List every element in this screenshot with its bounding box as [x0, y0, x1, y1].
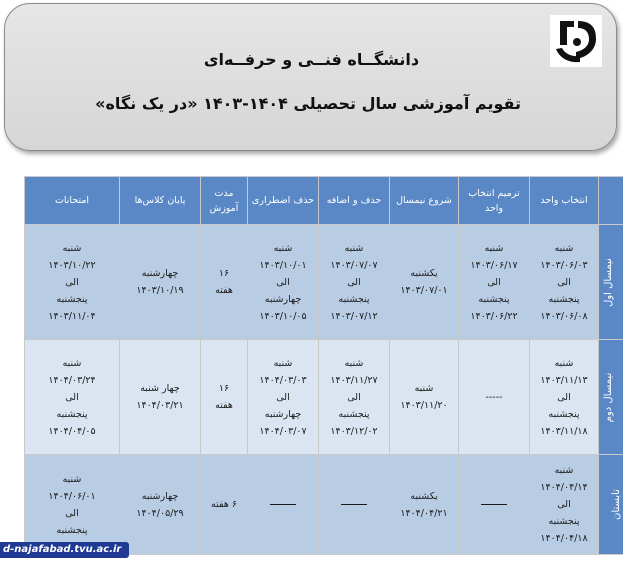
cell-line: ۱۴۰۴/۰۵/۲۹ [136, 507, 184, 519]
table-cell-emergency-drop [248, 225, 319, 340]
cell-line: ۶ هفته [211, 499, 237, 510]
cell-line: ۱۴۰۳/۰۶/۱۷ [470, 259, 518, 271]
table-row [25, 340, 623, 455]
cell-line: چهارشنبه [141, 268, 179, 279]
cell-line: ۱۴۰۳/۱۱/۲۷ [330, 374, 378, 386]
cell-line: پنجشنبه [548, 408, 580, 420]
cell-line: شنبه [554, 465, 574, 476]
cell-line: ۱۴۰۳/۰۷/۰۷ [330, 259, 378, 271]
column-header: حذف اضطراری [248, 177, 319, 225]
cell-line: شنبه [62, 357, 82, 369]
cell-line: ۱۴۰۴/۰۳/۲۴ [48, 374, 96, 386]
cell-line: ۱۴۰۴/۰۳/۰۷ [259, 425, 307, 437]
calendar-title: تقویم آموزشی سال تحصیلی ۱۴۰۴-۱۴۰۳ «در یک نگاه» [95, 94, 521, 113]
cell-line: ۱۴۰۴/۰۴/۰۵ [48, 425, 96, 437]
semester-label [599, 340, 623, 455]
cell-line: شنبه [344, 242, 364, 254]
table-cell-classes-end [120, 340, 201, 455]
cell-line: ----- [485, 391, 503, 403]
cell-line: ۱۴۰۴/۰۳/۲۱ [136, 400, 184, 411]
cell-line: ۱۴۰۴/۰۴/۱۸ [540, 533, 588, 544]
table-cell-registration [530, 340, 599, 455]
cell-line: ۱۴۰۳/۰۶/۲۲ [470, 310, 518, 322]
dash-line-icon [341, 504, 367, 505]
table-row [25, 455, 623, 555]
cell-line: پنجشنبه [478, 293, 510, 305]
cell-line: ۱۴۰۴/۰۶/۰۱ [48, 490, 96, 502]
cell-line: شنبه [344, 357, 364, 369]
table-cell-add-drop [319, 225, 390, 340]
semester-name: تابستان [610, 489, 622, 520]
semester-label [599, 455, 623, 555]
cell-line: یکشنبه [410, 268, 438, 279]
cell-line: پنجشنبه [56, 524, 88, 536]
header-corner-cell [599, 177, 623, 225]
semester-label [599, 225, 623, 340]
cell-line: شنبه [62, 242, 82, 254]
cell-line: ۱۴۰۳/۰۶/۰۸ [540, 310, 588, 322]
cell-line: الی [347, 276, 361, 288]
cell-line: پنجشنبه [338, 408, 370, 420]
table-row [25, 225, 623, 340]
column-header: شروع نیمسال [390, 177, 459, 225]
table-cell-reregistration [459, 340, 530, 455]
cell-line: الی [65, 276, 79, 288]
website-watermark: d-najafabad.tvu.ac.ir [0, 542, 129, 558]
cell-line: ۱۴۰۳/۱۰/۰۵ [259, 310, 307, 322]
cell-line: ۱۴۰۳/۱۲/۰۲ [330, 425, 378, 437]
academic-calendar-table [24, 176, 623, 555]
cell-line: پنجشنبه [56, 293, 88, 305]
column-header: امتحانات [25, 177, 120, 225]
cell-line: یکشنبه [410, 490, 438, 502]
table-cell-classes-end [120, 225, 201, 340]
column-header: انتخاب واحد [530, 177, 599, 225]
table-cell-duration [201, 455, 248, 555]
column-header: حذف و اضافه [319, 177, 390, 225]
cell-line [250, 496, 316, 513]
cell-line: ۱۴۰۴/۰۳/۰۳ [259, 374, 307, 386]
cell-line: ۱۴۰۳/۱۱/۱۸ [540, 425, 588, 437]
table-header-row [25, 177, 623, 225]
cell-line: ۱۴۰۴/۰۴/۲۱ [400, 507, 448, 519]
dash-line-icon [481, 504, 507, 505]
cell-line: پنجشنبه [56, 408, 88, 420]
table-cell-start [390, 340, 459, 455]
cell-line [321, 496, 387, 513]
cell-line: شنبه [414, 383, 434, 394]
cell-line: پنجشنبه [338, 293, 370, 305]
cell-line: ۱۴۰۳/۰۷/۰۱ [400, 285, 448, 296]
cell-line: الی [276, 391, 290, 403]
cell-line: ۱۶ [218, 383, 230, 394]
table-cell-exams [25, 340, 120, 455]
table-cell-exams [25, 455, 120, 555]
cell-line: پنجشنبه [548, 516, 580, 527]
cell-line: ۱۴۰۴/۰۴/۱۴ [540, 482, 588, 493]
cell-line: شنبه [273, 242, 293, 254]
cell-line: ۱۴۰۳/۱۱/۱۳ [540, 374, 588, 386]
cell-line: شنبه [554, 242, 574, 254]
university-title: دانشگــاه فنــی و حرفــه‌ای [203, 50, 420, 69]
cell-line: چهارشنبه [264, 408, 302, 420]
table-cell-start [390, 455, 459, 555]
table-cell-add-drop [319, 340, 390, 455]
cell-line [461, 496, 527, 513]
header-box [4, 3, 617, 151]
table-cell-classes-end [120, 455, 201, 555]
table-cell-duration [201, 340, 248, 455]
cell-line: الی [557, 276, 571, 288]
table-cell-emergency-drop [248, 455, 319, 555]
column-header: پایان کلاس‌ها [120, 177, 201, 225]
cell-line: ۱۴۰۳/۱۰/۰۱ [259, 259, 307, 271]
cell-line: الی [557, 499, 571, 510]
cell-line: چهار شنبه [140, 383, 180, 394]
cell-line: شنبه [554, 357, 574, 369]
cell-line: هفته [215, 400, 233, 411]
cell-line: پنجشنبه [548, 293, 580, 305]
semester-name: نیمسال دوم [602, 372, 614, 422]
table-cell-registration [530, 225, 599, 340]
cell-line: ۱۴۰۳/۱۱/۰۴ [48, 310, 96, 322]
cell-line: ۱۶ [218, 268, 230, 279]
cell-line: الی [65, 507, 79, 519]
table-cell-registration [530, 455, 599, 555]
cell-line: ۱۴۰۳/۱۱/۲۰ [400, 400, 448, 411]
table-cell-start [390, 225, 459, 340]
table-cell-reregistration [459, 225, 530, 340]
cell-line: الی [487, 276, 501, 288]
table-cell-reregistration [459, 455, 530, 555]
cell-line: الی [276, 276, 290, 288]
semester-name: نیمسال اول [603, 257, 615, 307]
table-cell-add-drop [319, 455, 390, 555]
cell-line: الی [557, 391, 571, 403]
table-cell-emergency-drop [248, 340, 319, 455]
cell-line: شنبه [484, 242, 504, 254]
dash-line-icon [270, 504, 296, 505]
column-header: مدت آموزش [201, 177, 248, 225]
cell-line: ۱۴۰۳/۱۰/۱۹ [136, 285, 184, 296]
cell-line: الی [347, 391, 361, 403]
cell-line: شنبه [273, 357, 293, 369]
cell-line: الی [65, 391, 79, 403]
cell-line: ۱۴۰۳/۰۷/۱۲ [330, 310, 378, 322]
cell-line: هفته [215, 285, 233, 296]
cell-line: چهارشنبه [141, 490, 179, 502]
cell-line: شنبه [62, 473, 82, 485]
cell-line: ۱۴۰۳/۰۶/۰۳ [540, 259, 588, 271]
cell-line: چهارشنبه [264, 293, 302, 305]
table-cell-exams [25, 225, 120, 340]
column-header: ترمیم انتخاب واحد [459, 177, 530, 225]
cell-line: ۱۴۰۳/۱۰/۲۲ [48, 259, 96, 271]
table-cell-duration [201, 225, 248, 340]
